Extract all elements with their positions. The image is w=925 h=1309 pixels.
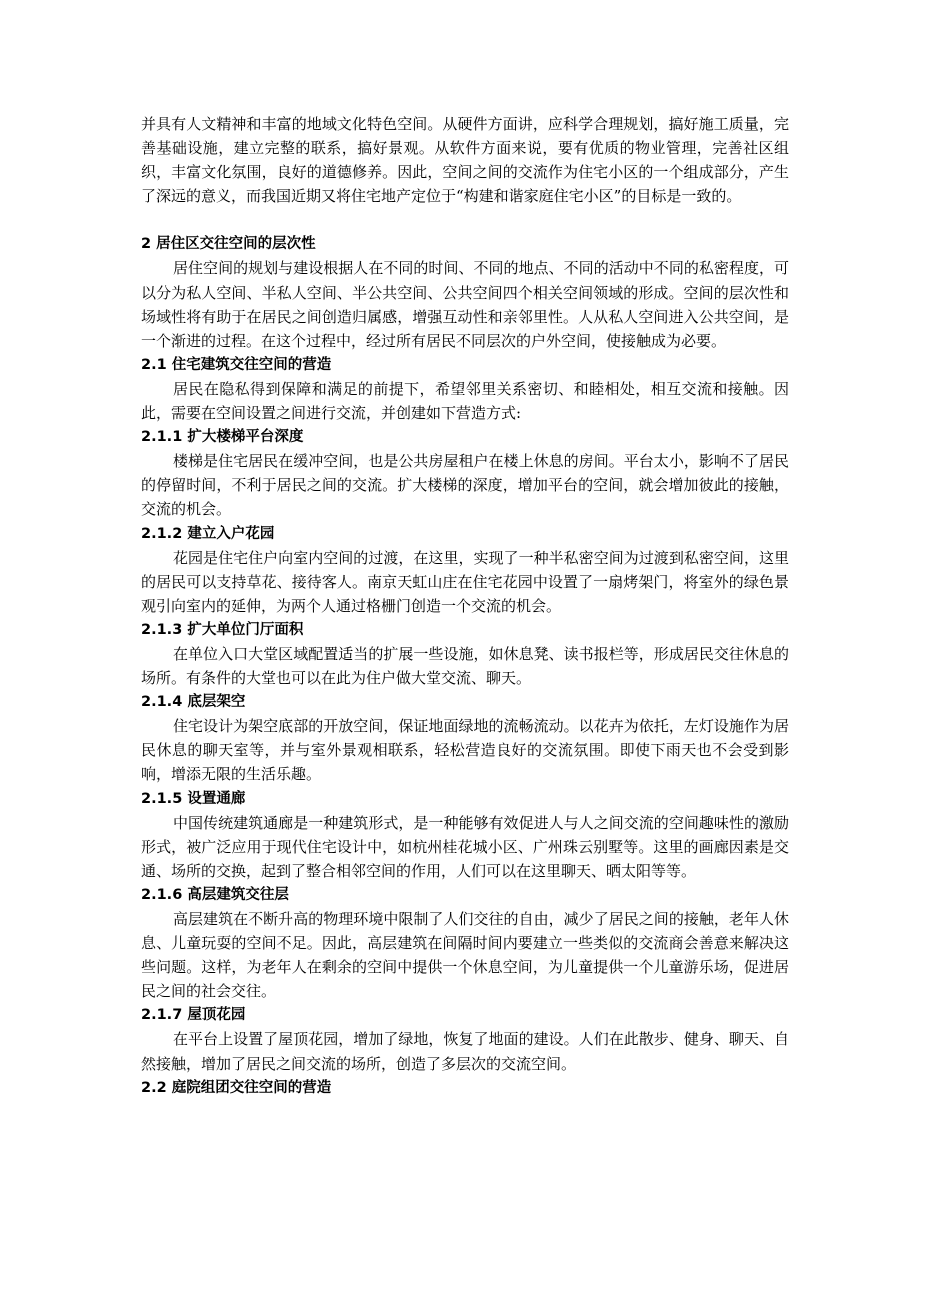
section-body-2-1-6: 高层建筑在不断升高的物理环境中限制了人们交往的自由，减少了居民之间的接触，老年人休息、儿童玩耍的空间不足。因此，高层建筑在间隔时间内要建立一些类似的交流商会善意来解决这些问题。这样，为老年人在剩余的空间中提供一个休息空间，为儿童提供一个儿童游乐场，促进居民之间的社会交往。 <box>141 910 789 1001</box>
section-heading-2: 2 居住区交往空间的层次性 <box>141 236 316 253</box>
section-heading-2-1: 2.1 住宅建筑交往空间的营造 <box>141 356 332 373</box>
section-heading-2-1-6: 2.1.6 高层建筑交往层 <box>141 886 289 903</box>
section-body-2-1-5: 中国传统建筑通廊是一种建筑形式，是一种能够有效促进人与人之间交流的空间趣味性的激励形式，被广泛应用于现代住宅设计中，如杭州桂花城小区、广州珠云别墅等。这里的画廊因素是交通、场所的交换，起到了整合相邻空间的作用，人们可以在这里聊天、晒太阳等等。 <box>141 813 789 880</box>
intro-paragraph: 并具有人文精神和丰富的地域文化特色空间。从硬件方面讲，应科学合理规划，搞好施工质量，完善基础设施，建立完整的联系，搞好景观。从软件方面来说，要有优质的物业管理，完善社区组织，丰富文化氛围，良好的道德修养。因此，空间之间的交流作为住宅小区的一个组成部分，产生了深远的意义，而我国近期又将住宅地产定位于“构建和谐家庭住宅小区”的目标是一致的。 <box>141 115 789 206</box>
section-gap <box>141 208 789 232</box>
section-heading-2-1-5: 2.1.5 设置通廊 <box>141 790 246 807</box>
section-heading-2-1-1: 2.1.1 扩大楼梯平台深度 <box>141 429 304 446</box>
document-page <box>141 112 789 1100</box>
section-body-2-1-1: 楼梯是住宅居民在缓冲空间，也是公共房屋租户在楼上休息的房间。平台太小，影响不了居民的停留时间，不利于居民之间的交流。扩大楼梯的深度，增加平台的空间，就会增加彼此的接触，交流的机会。 <box>141 452 789 519</box>
section-body-2-1: 居民在隐私得到保障和满足的前提下，希望邻里关系密切、和睦相处，相互交流和接触。因此，需要在空间设置之间进行交流，并创建如下营造方式: <box>141 379 789 423</box>
section-heading-2-1-3: 2.1.3 扩大单位门厅面积 <box>141 621 304 638</box>
section-heading-2-2: 2.2 庭院组团交往空间的营造 <box>141 1079 332 1096</box>
section-body-2-1-4: 住宅设计为架空底部的开放空间，保证地面绿地的流畅流动。以花卉为依托，左灯设施作为居民休息的聊天室等，并与室外景观相联系，轻松营造良好的交流氛围。即使下雨天也不会受到影响，增添无限的生活乐趣。 <box>141 717 789 784</box>
section-body-2-1-2: 花园是住宅住户向室内空间的过渡，在这里，实现了一种半私密空间为过渡到私密空间，这里的居民可以支持草花、接待客人。南京天虹山庄在住宅花园中设置了一扇烤架门，将室外的绿色景观引向室内的延伸，为两个人通过格栅门创造一个交流的机会。 <box>141 548 789 615</box>
section-body-2-1-3: 在单位入口大堂区域配置适当的扩展一些设施，如休息凳、读书报栏等，形成居民交往休息的场所。有条件的大堂也可以在此为住户做大堂交流、聊天。 <box>141 644 789 688</box>
section-heading-2-1-2: 2.1.2 建立入户花园 <box>141 525 275 542</box>
section-body-2-1-7: 在平台上设置了屋顶花园，增加了绿地，恢复了地面的建设。人们在此散步、健身、聊天、自然接触，增加了居民之间交流的场所，创造了多层次的交流空间。 <box>141 1030 789 1073</box>
section-heading-2-1-7: 2.1.7 屋顶花园 <box>141 1007 246 1024</box>
section-heading-2-1-4: 2.1.4 底层架空 <box>141 694 246 711</box>
section-body-2: 居住空间的规划与建设根据人在不同的时间、不同的地点、不同的活动中不同的私密程度，可以分为私人空间、半私人空间、半公共空间、公共空间四个相关空间领域的形成。空间的层次性和场域性将有助于在居民之间创造归属感，增强互动性和亲邻里性。人从私人空间进入公共空间，是一个渐进的过程。在这个过程中，经过所有居民不同层次的户外空间，使接触成为必要。 <box>141 259 789 350</box>
